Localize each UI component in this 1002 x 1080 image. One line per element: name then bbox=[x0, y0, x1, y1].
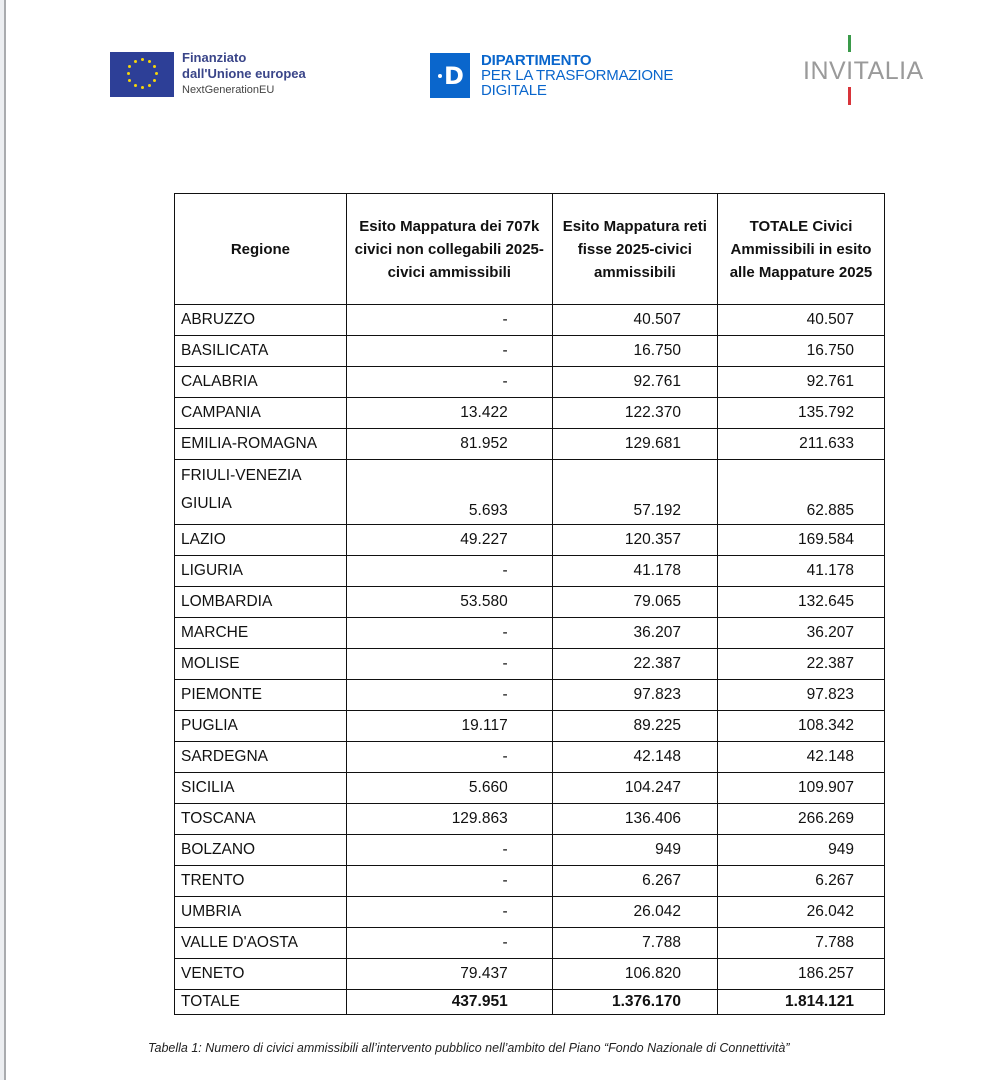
cell-regione: CALABRIA bbox=[175, 367, 347, 398]
table-total-row bbox=[175, 990, 885, 1015]
civici-table bbox=[174, 193, 885, 1015]
cell-totale: 7.788 bbox=[717, 928, 884, 959]
cell-totale: 40.507 bbox=[717, 305, 884, 336]
cell-reti-fisse: 89.225 bbox=[552, 711, 717, 742]
eu-star-icon bbox=[148, 60, 151, 63]
cell-regione: TOSCANA bbox=[175, 804, 347, 835]
cell-regione: SICILIA bbox=[175, 773, 347, 804]
cell-totale: 211.633 bbox=[717, 429, 884, 460]
cell-mappatura-707k: 19.117 bbox=[346, 711, 552, 742]
cell-regione: VENETO bbox=[175, 959, 347, 990]
cell-mappatura-707k: 129.863 bbox=[346, 804, 552, 835]
cell-totale: 108.342 bbox=[717, 711, 884, 742]
dipartimento-logo bbox=[430, 53, 673, 98]
cell-reti-fisse: 22.387 bbox=[552, 649, 717, 680]
table-row bbox=[175, 835, 885, 866]
table-row bbox=[175, 773, 885, 804]
eu-star-icon bbox=[141, 86, 144, 89]
italian-flag-red-bar bbox=[848, 87, 851, 105]
cell-reti-fisse: 40.507 bbox=[552, 305, 717, 336]
cell-mappatura-707k: 49.227 bbox=[346, 525, 552, 556]
cell-regione: EMILIA-ROMAGNA bbox=[175, 429, 347, 460]
eu-star-icon bbox=[128, 79, 131, 82]
dtd-logo-line2: PER LA TRASFORMAZIONE bbox=[481, 67, 674, 84]
cell-regione: SARDEGNA bbox=[175, 742, 347, 773]
cell-totale: 109.907 bbox=[717, 773, 884, 804]
cell-regione: PIEMONTE bbox=[175, 680, 347, 711]
cell-regione: TOTALE bbox=[175, 990, 347, 1015]
cell-regione: MOLISE bbox=[175, 649, 347, 680]
cell-reti-fisse: 16.750 bbox=[552, 336, 717, 367]
cell-totale: 135.792 bbox=[717, 398, 884, 429]
cell-reti-fisse: 7.788 bbox=[552, 928, 717, 959]
table-row bbox=[175, 587, 885, 618]
cell-totale: 1.814.121 bbox=[717, 990, 884, 1015]
eu-star-icon bbox=[134, 84, 137, 87]
cell-regione: TRENTO bbox=[175, 866, 347, 897]
eu-star-icon bbox=[153, 65, 156, 68]
cell-totale: 26.042 bbox=[717, 897, 884, 928]
cell-regione: LIGURIA bbox=[175, 556, 347, 587]
table-row bbox=[175, 711, 885, 742]
cell-reti-fisse: 57.192 bbox=[552, 460, 717, 525]
header-regione: Regione bbox=[175, 194, 347, 305]
table-row bbox=[175, 525, 885, 556]
cell-regione: UMBRIA bbox=[175, 897, 347, 928]
cell-mappatura-707k: - bbox=[346, 556, 552, 587]
header-mappatura-707k: Esito Mappatura dei 707k civici non collegabili 2025-civici ammissibili bbox=[346, 194, 552, 305]
cell-reti-fisse: 42.148 bbox=[552, 742, 717, 773]
table-row bbox=[175, 556, 885, 587]
cell-totale: 266.269 bbox=[717, 804, 884, 835]
cell-regione: LAZIO bbox=[175, 525, 347, 556]
cell-regione: ABRUZZO bbox=[175, 305, 347, 336]
cell-reti-fisse: 949 bbox=[552, 835, 717, 866]
cell-reti-fisse: 36.207 bbox=[552, 618, 717, 649]
cell-mappatura-707k: - bbox=[346, 742, 552, 773]
cell-mappatura-707k: - bbox=[346, 680, 552, 711]
cell-mappatura-707k: 5.693 bbox=[346, 460, 552, 525]
dtd-logo-line1: DIPARTIMENTO bbox=[481, 52, 592, 69]
header-totale: TOTALE Civici Ammissibili in esito alle Mappature 2025 bbox=[717, 194, 884, 305]
cell-mappatura-707k: - bbox=[346, 649, 552, 680]
cell-regione: BOLZANO bbox=[175, 835, 347, 866]
table-row bbox=[175, 680, 885, 711]
cell-reti-fisse: 6.267 bbox=[552, 866, 717, 897]
cell-totale: 97.823 bbox=[717, 680, 884, 711]
table-row bbox=[175, 336, 885, 367]
eu-star-icon bbox=[155, 72, 158, 75]
table-row bbox=[175, 367, 885, 398]
cell-mappatura-707k: 437.951 bbox=[346, 990, 552, 1015]
cell-mappatura-707k: 13.422 bbox=[346, 398, 552, 429]
cell-totale: 36.207 bbox=[717, 618, 884, 649]
cell-totale: 949 bbox=[717, 835, 884, 866]
eu-star-icon bbox=[141, 58, 144, 61]
table-row bbox=[175, 804, 885, 835]
cell-reti-fisse: 92.761 bbox=[552, 367, 717, 398]
cell-mappatura-707k: - bbox=[346, 928, 552, 959]
cell-totale: 41.178 bbox=[717, 556, 884, 587]
italian-flag-green-bar bbox=[848, 35, 851, 52]
cell-mappatura-707k: - bbox=[346, 618, 552, 649]
cell-totale: 42.148 bbox=[717, 742, 884, 773]
cell-totale: 186.257 bbox=[717, 959, 884, 990]
cell-reti-fisse: 120.357 bbox=[552, 525, 717, 556]
cell-mappatura-707k: - bbox=[346, 866, 552, 897]
table-row bbox=[175, 398, 885, 429]
cell-reti-fisse: 122.370 bbox=[552, 398, 717, 429]
cell-totale: 6.267 bbox=[717, 866, 884, 897]
cell-totale: 132.645 bbox=[717, 587, 884, 618]
cell-mappatura-707k: 5.660 bbox=[346, 773, 552, 804]
cell-reti-fisse: 97.823 bbox=[552, 680, 717, 711]
eu-star-icon bbox=[134, 60, 137, 63]
table-row bbox=[175, 429, 885, 460]
eu-funding-logo bbox=[110, 50, 306, 98]
cell-reti-fisse: 136.406 bbox=[552, 804, 717, 835]
cell-reti-fisse: 26.042 bbox=[552, 897, 717, 928]
cell-totale: 22.387 bbox=[717, 649, 884, 680]
cell-mappatura-707k: 53.580 bbox=[346, 587, 552, 618]
dtd-d-icon: D bbox=[430, 53, 470, 98]
cell-reti-fisse: 104.247 bbox=[552, 773, 717, 804]
invitalia-logo bbox=[803, 35, 923, 107]
table-row bbox=[175, 649, 885, 680]
table-row bbox=[175, 866, 885, 897]
cell-reti-fisse: 41.178 bbox=[552, 556, 717, 587]
cell-mappatura-707k: - bbox=[346, 336, 552, 367]
cell-reti-fisse: 79.065 bbox=[552, 587, 717, 618]
cell-regione: FRIULI-VENEZIA GIULIA bbox=[175, 460, 347, 525]
table-row bbox=[175, 897, 885, 928]
table-row bbox=[175, 305, 885, 336]
window-left-edge bbox=[0, 0, 6, 1080]
cell-totale: 92.761 bbox=[717, 367, 884, 398]
invitalia-wordmark: INVITALIA bbox=[803, 57, 924, 85]
cell-regione: MARCHE bbox=[175, 618, 347, 649]
table-row bbox=[175, 618, 885, 649]
cell-mappatura-707k: - bbox=[346, 897, 552, 928]
cell-mappatura-707k: 79.437 bbox=[346, 959, 552, 990]
table-header-row bbox=[175, 194, 885, 305]
table-row bbox=[175, 928, 885, 959]
dtd-logo-line3: DIGITALE bbox=[481, 82, 547, 99]
cell-mappatura-707k: - bbox=[346, 367, 552, 398]
header-mappatura-reti-fisse: Esito Mappatura reti fisse 2025-civici ammissibili bbox=[552, 194, 717, 305]
eu-logo-line1: Finanziato bbox=[182, 50, 247, 65]
eu-star-icon bbox=[153, 79, 156, 82]
table-caption: Tabella 1: Numero di civici ammissibili all’intervento pubblico nell’ambito del Piano “Fondo Nazionale di Connettività” bbox=[148, 1041, 790, 1055]
cell-mappatura-707k: - bbox=[346, 835, 552, 866]
cell-totale: 169.584 bbox=[717, 525, 884, 556]
table-row bbox=[175, 742, 885, 773]
cell-reti-fisse: 1.376.170 bbox=[552, 990, 717, 1015]
eu-star-icon bbox=[128, 65, 131, 68]
cell-regione: VALLE D'AOSTA bbox=[175, 928, 347, 959]
table-row bbox=[175, 959, 885, 990]
cell-regione: LOMBARDIA bbox=[175, 587, 347, 618]
cell-totale: 16.750 bbox=[717, 336, 884, 367]
eu-star-icon bbox=[127, 72, 130, 75]
eu-star-icon bbox=[148, 84, 151, 87]
cell-mappatura-707k: 81.952 bbox=[346, 429, 552, 460]
cell-totale: 62.885 bbox=[717, 460, 884, 525]
cell-reti-fisse: 106.820 bbox=[552, 959, 717, 990]
eu-logo-line3: NextGenerationEU bbox=[182, 84, 275, 96]
cell-mappatura-707k: - bbox=[346, 305, 552, 336]
table-row bbox=[175, 460, 885, 525]
eu-flag-icon bbox=[110, 52, 174, 97]
cell-regione: PUGLIA bbox=[175, 711, 347, 742]
eu-logo-line2: dall'Unione europea bbox=[182, 66, 306, 81]
cell-regione: BASILICATA bbox=[175, 336, 347, 367]
cell-reti-fisse: 129.681 bbox=[552, 429, 717, 460]
cell-regione: CAMPANIA bbox=[175, 398, 347, 429]
